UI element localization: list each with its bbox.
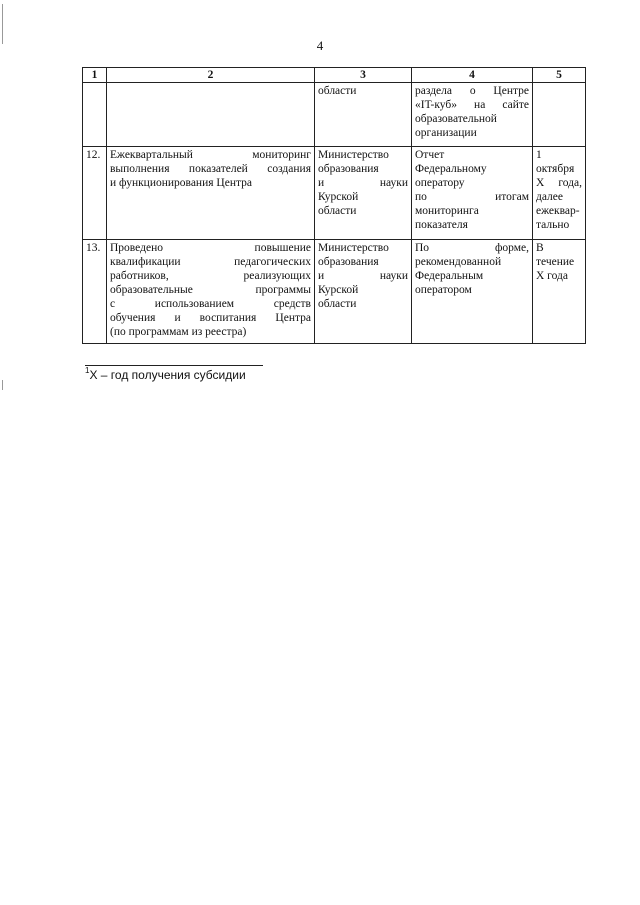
cell-col5: [533, 147, 586, 240]
cell-line: оператором: [415, 284, 472, 296]
table-header-row: [83, 68, 586, 83]
cell-col3: [315, 240, 412, 344]
cell-col5: [533, 240, 586, 344]
row-number: [83, 83, 107, 147]
table-row: [83, 147, 586, 240]
header-col-5: 5: [533, 68, 586, 83]
cell-line: X года,: [536, 177, 582, 189]
cell-line: По форме,: [415, 242, 529, 254]
cell-line: области: [318, 298, 357, 310]
cell-line: Курской: [318, 191, 359, 203]
cell-col4: [412, 240, 533, 344]
footnote: [85, 368, 246, 382]
cell-col4: [412, 83, 533, 147]
cell-line: ежеквар-: [536, 205, 580, 217]
footnote-text: X – год получения субсидии: [89, 368, 246, 382]
plan-table: [82, 67, 586, 344]
page-number: 4: [316, 38, 324, 53]
cell-col2: [107, 83, 315, 147]
cell-line: обучения и воспитания Центра: [110, 312, 311, 324]
cell-line: выполнения показателей создания: [110, 163, 311, 175]
cell-line: 1: [536, 149, 542, 161]
row-number: 13.: [83, 240, 107, 344]
cell-line: образовательной: [415, 113, 497, 125]
footnote-marker: 1: [85, 366, 90, 375]
cell-line: Министерство: [318, 242, 389, 254]
cell-line: тально: [536, 219, 570, 231]
cell-line: показателя: [415, 219, 468, 231]
row-number: 12.: [83, 147, 107, 240]
header-col-4: 4: [412, 68, 533, 83]
cell-line: работников, реализующих: [110, 270, 311, 282]
cell-line: далее: [536, 191, 564, 203]
cell-line: Федеральным: [415, 270, 484, 282]
cell-col4: [412, 147, 533, 240]
cell-col3: [315, 147, 412, 240]
cell-col5: [533, 83, 586, 147]
cell-line: раздела о Центре: [415, 85, 529, 97]
cell-line: и функционирования Центра: [110, 177, 252, 189]
cell-line: области: [318, 85, 357, 97]
cell-line: X года: [536, 270, 568, 282]
table-row: [83, 240, 586, 344]
cell-line: с использованием средств: [110, 298, 311, 310]
cell-line: мониторинга: [415, 205, 479, 217]
header-col-2: 2: [107, 68, 315, 83]
cell-line: образования: [318, 163, 379, 175]
cell-line: Министерство: [318, 149, 389, 161]
cell-line: течение: [536, 256, 575, 268]
cell-line: Ежеквартальный мониторинг: [110, 149, 311, 161]
cell-line: и науки: [318, 177, 408, 189]
cell-line: и науки: [318, 270, 408, 282]
cell-line: рекомендованной: [415, 256, 502, 268]
cell-col2: [107, 240, 315, 344]
cell-line: октября: [536, 163, 575, 175]
cell-line: Федеральному: [415, 163, 487, 175]
scan-edge-mark: [2, 380, 3, 390]
cell-line: образовательные программы: [110, 284, 311, 296]
cell-line: В: [536, 242, 544, 254]
cell-line: Отчет: [415, 149, 445, 161]
cell-col2: [107, 147, 315, 240]
cell-line: (по программам из реестра): [110, 326, 247, 338]
cell-line: квалификации педагогических: [110, 256, 311, 268]
header-col-1: 1: [83, 68, 107, 83]
cell-line: организации: [415, 127, 477, 139]
cell-col3: [315, 83, 412, 147]
cell-line: Проведено повышение: [110, 242, 311, 254]
header-col-3: 3: [315, 68, 412, 83]
cell-line: «IT-куб» на сайте: [415, 99, 529, 111]
footnote-divider: [85, 365, 263, 366]
cell-line: по итогам: [415, 191, 529, 203]
cell-line: образования: [318, 256, 379, 268]
cell-line: оператору: [415, 177, 465, 189]
cell-line: Курской: [318, 284, 359, 296]
scan-edge-mark: [2, 4, 3, 44]
table-row: [83, 83, 586, 147]
cell-line: области: [318, 205, 357, 217]
